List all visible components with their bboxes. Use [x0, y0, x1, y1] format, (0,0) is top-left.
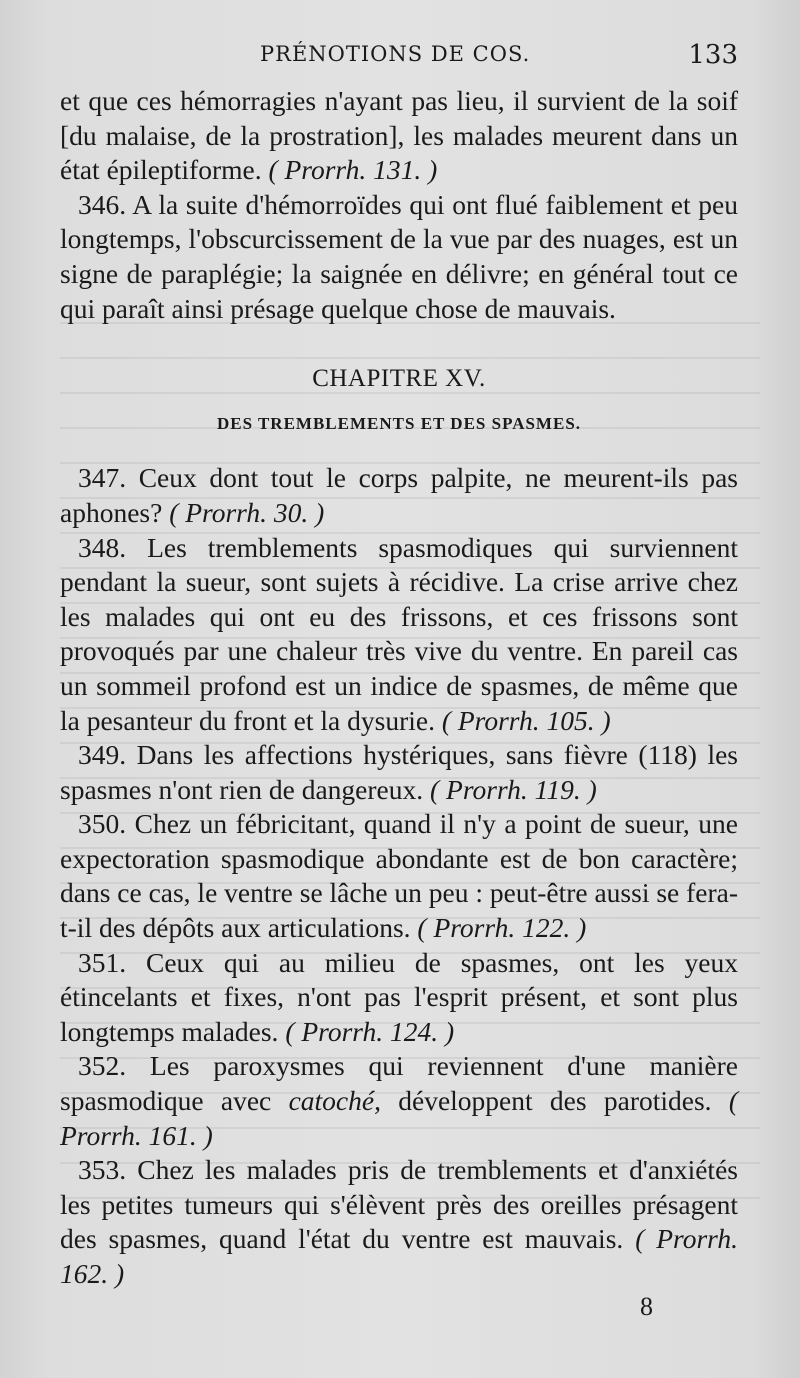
- reference: ( Prorrh. 162. ): [60, 1223, 739, 1289]
- reference: ( Prorrh. 131. ): [268, 154, 438, 186]
- paragraph-text: 350. Chez un fébricitant, quand il n'y a point de sueur, une expectoration spasmodique abondante est de bon caractère; dans ce cas, le ventre se lâche un peu : peut-être aussi se fera-t-il des dépôts aux articulations.: [60, 808, 739, 944]
- chapter-subtitle: DES TREMBLEMENTS ET DES SPASMES.: [216, 413, 582, 433]
- paragraph-text: 353. Chez les malades pris de tremblements et d'anxiétés les petites tumeurs qui s'élèvent près des oreilles présagent des spasmes, quand l'état du ventre est mauvais.: [60, 1154, 738, 1255]
- paragraph-350: [60, 807, 738, 945]
- paragraph-text: 351. Ceux qui au milieu de spasmes, ont les yeux étincelants et fixes, n'ont pas l'esprit présent, et sont plus longtemps malades.: [60, 946, 738, 1047]
- paragraph-351: [60, 946, 738, 1050]
- reference: ( Prorrh. 30. ): [169, 496, 325, 528]
- signature-mark: 8: [640, 1292, 653, 1321]
- reference: ( Prorrh. 161. ): [60, 1085, 739, 1151]
- page-number: 133: [688, 40, 738, 70]
- paragraph-353: [60, 1153, 738, 1291]
- paragraph-347: [60, 461, 738, 530]
- paragraph-text: 352. Les paroxysmes qui reviennent d'une manière spasmodique avec: [60, 1050, 738, 1117]
- paragraph-348: [60, 531, 738, 739]
- reference: ( Prorrh. 105. ): [441, 704, 611, 736]
- paragraph-text: 349. Dans les affections hystériques, sans fièvre (118) les spasmes n'ont rien de dangereux.: [60, 739, 738, 805]
- paragraph-text: 348. Les tremblements spasmodiques qui surviennent pendant la sueur, sont sujets à récidive. La crise arrive chez les malades qui ont eu des frissons, et ces frissons sont provoqués par une chaleur très vive du ventre. En pareil cas un sommeil profond est un indice de spasmes, de même que la pesanteur du front et la dysurie.: [60, 531, 738, 736]
- running-title: PRÉNOTIONS DE COS.: [260, 42, 531, 66]
- paragraph-text: 347. Ceux dont tout le corps palpite, ne meurent-ils pas aphones?: [60, 462, 738, 528]
- reference: ( Prorrh. 124. ): [285, 1015, 455, 1047]
- chapter-title: CHAPITRE XV.: [312, 365, 486, 393]
- paragraph-text: 346. A la suite d'hémorroïdes qui ont flué faiblement et peu longtemps, l'obscurcissement de la vue par des nuages, est un signe de paraplégie; la saignée en délivre; en général tout ce qui paraît ainsi présage quelque chose de mauvais.: [60, 188, 738, 324]
- paragraph-text-rest: développent des parotides.: [398, 1085, 712, 1117]
- paragraph-continuation: [60, 84, 738, 188]
- paragraph-text: et que ces hémorragies n'ayant pas lieu, il survient de la soif [du malaise, de la prostration], les malades meurent dans un état épileptiforme.: [60, 85, 738, 186]
- reference: ( Prorrh. 122. ): [417, 912, 587, 944]
- paragraph-349: [60, 738, 738, 807]
- italic-term: catoché,: [288, 1085, 381, 1117]
- paragraph-352: [60, 1049, 738, 1153]
- body-text: [60, 84, 738, 1292]
- paragraph-346: [60, 188, 738, 326]
- page-header: [60, 42, 738, 78]
- reference: ( Prorrh. 119. ): [430, 773, 597, 805]
